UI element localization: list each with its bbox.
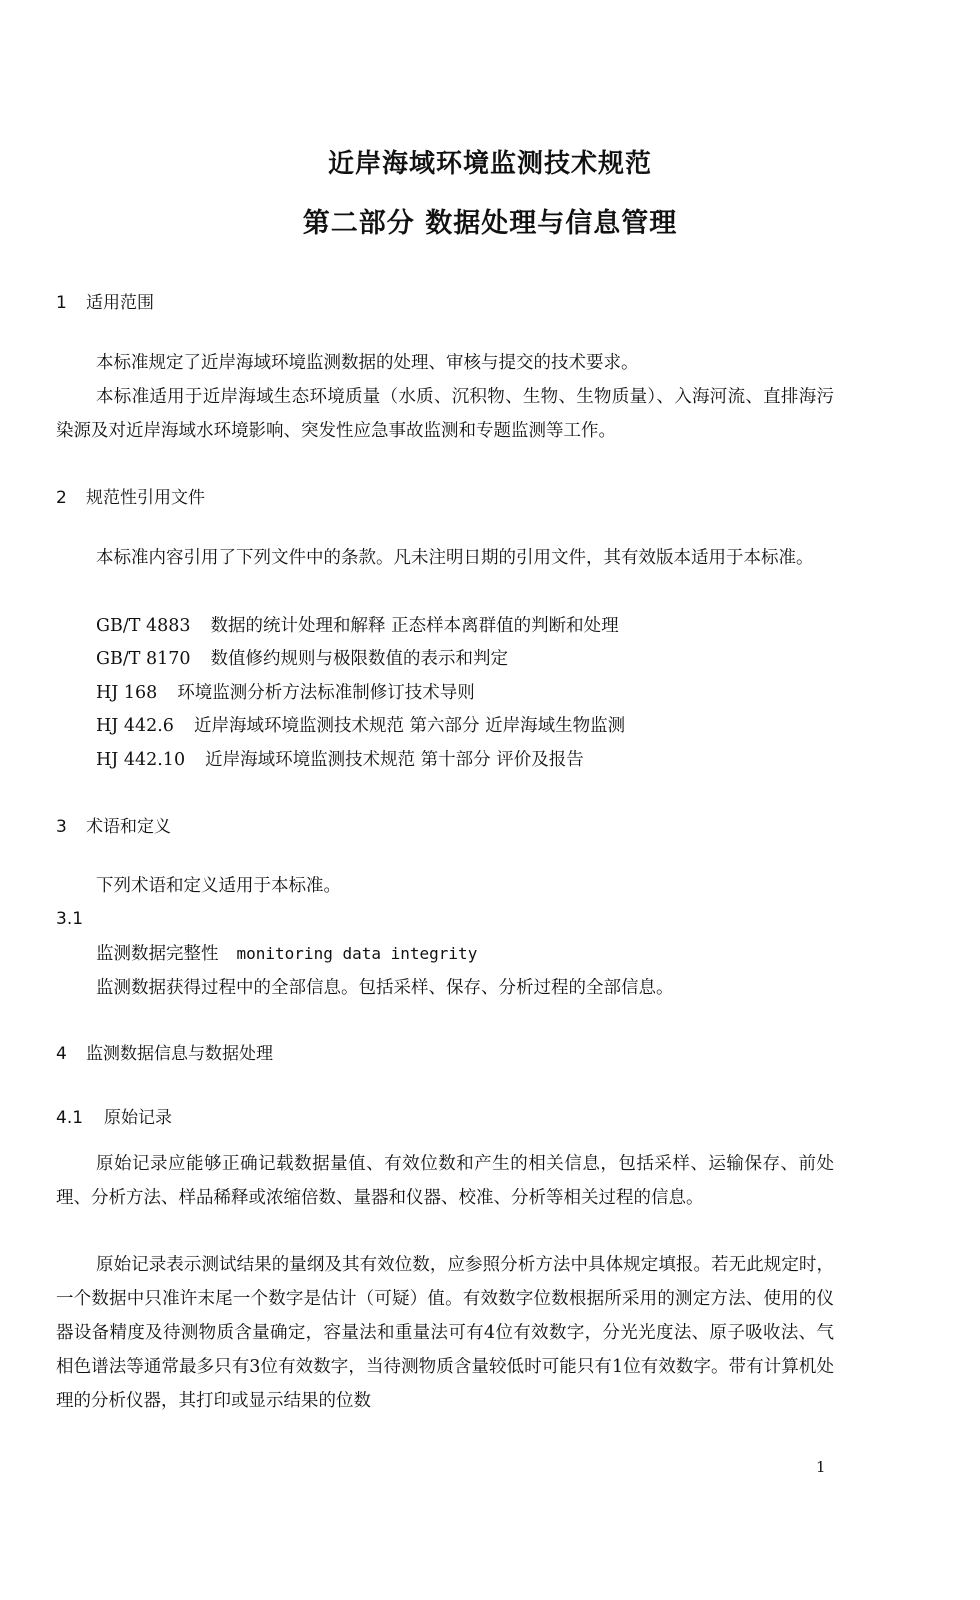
reference-item [96,642,508,676]
term-english: monitoring data integrity [236,944,478,963]
subsection-4-1-heading [56,1103,172,1128]
section-title: 术语和定义 [86,817,171,837]
section-4-heading [56,1039,273,1064]
reference-name: 近岸海域环境监测技术规范 第六部分 近岸海域生物监测 [193,716,626,736]
section-3-heading [56,812,171,837]
section-number: 1 [56,293,67,313]
section-number: 4 [56,1044,67,1064]
reference-code: GB/T 4883 [96,616,191,636]
section-2-heading [56,483,205,508]
section-1-heading [56,288,154,313]
subsection-number: 4.1 [56,1108,84,1128]
section-3-paragraph-1: 下列术语和定义适用于本标准。 [96,876,341,896]
reference-name: 环境监测分析方法标准制修订技术导则 [177,683,475,703]
document-title: 近岸海域环境监测技术规范 [327,149,652,179]
term-chinese: 监测数据完整性 [96,944,219,964]
section-number: 2 [56,488,67,508]
reference-item [96,709,625,743]
reference-name: 近岸海域环境监测技术规范 第十部分 评价及报告 [205,750,584,770]
section-2-paragraph-1: 本标准内容引用了下列文件中的条款。凡未注明日期的引用文件，其有效版本适用于本标准。 [96,548,814,568]
reference-name: 数据的统计处理和解释 正态样本离群值的判断和处理 [210,616,619,636]
reference-code: HJ 168 [96,683,158,703]
reference-code: HJ 442.10 [96,750,186,770]
section-number: 3 [56,817,67,837]
section-1-paragraph-1: 本标准规定了近岸海域环境监测数据的处理、审核与提交的技术要求。 [96,353,639,373]
section-title: 监测数据信息与数据处理 [86,1044,273,1064]
section-title: 规范性引用文件 [86,488,205,508]
section-1-paragraph-2: 本标准适用于近岸海域生态环境质量（水质、沉积物、生物、生物质量）、入海河流、直排海污染源及对近岸海域水环境影响、突发性应急事故监测和专题监测等工作。 [56,387,834,441]
page-number: 1 [816,1458,826,1476]
term-entry [96,937,477,971]
term-definition: 监测数据获得过程中的全部信息。包括采样、保存、分析过程的全部信息。 [96,978,674,998]
reference-item [96,743,584,777]
reference-code: GB/T 8170 [96,649,191,669]
subsection-title: 原始记录 [104,1108,172,1128]
term-number: 3.1 [56,909,84,929]
reference-item [96,676,475,710]
section-4-1-paragraph-1: 原始记录应能够正确记载数据量值、有效位数和产生的相关信息，包括采样、运输保存、前处理、分析方法、样品稀释或浓缩倍数、量器和仪器、校准、分析等相关过程的信息。 [56,1154,834,1208]
reference-item [96,609,619,643]
reference-code: HJ 442.6 [96,716,174,736]
document-subtitle: 第二部分 数据处理与信息管理 [302,208,678,239]
section-4-1-paragraph-2: 原始记录表示测试结果的量纲及其有效位数，应参照分析方法中具体规定填报。若无此规定时，一个数据中只准许末尾一个数字是估计（可疑）值。有效数字位数根据所采用的测定方法、使用的仪器设备精度及待测物质含量确定，容量法和重量法可有4位有效数字，分光光度法、原子吸收法、气相色谱法等通常最多只有3位有效数字，当待测物质含量较低时可能只有1位有效数字。带有计算机处理的分析仪器，其打印或显示结果的位数 [56,1255,834,1411]
section-title: 适用范围 [86,293,154,313]
reference-name: 数值修约规则与极限数值的表示和判定 [210,649,509,669]
